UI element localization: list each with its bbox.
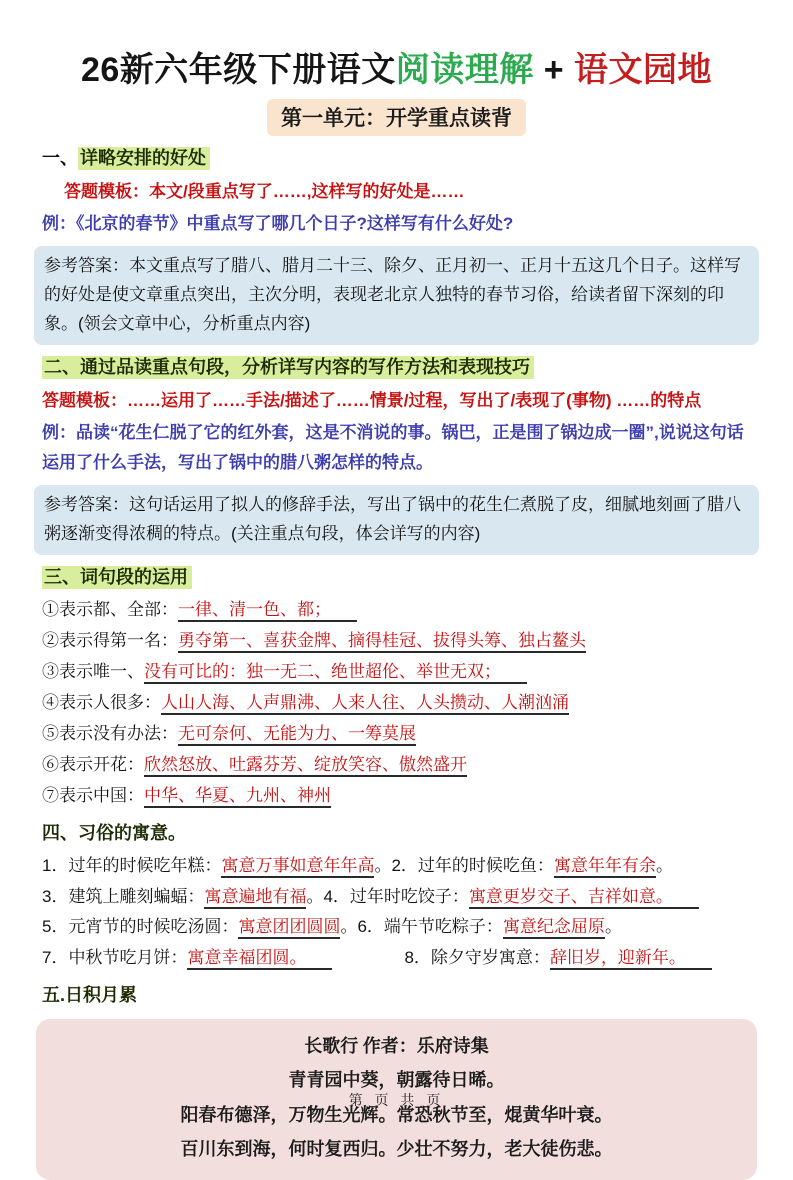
section-2-heading — [42, 354, 751, 382]
section-2-example: 例：品读“花生仁脱了它的红外套，这是不消说的事。锅巴，正是围了锅边成一圈”,说说这句话运用了什么手法，写出了锅中的腊八粥怎样的特点。 — [42, 423, 744, 473]
section-2-answer-template: 答题模板：……运用了……手法/描述了……情景/过程，写出了/表现了(事物) ……的特点 — [42, 391, 702, 411]
vocab-item — [42, 626, 751, 656]
vocab-item — [42, 688, 751, 718]
vocab-item — [42, 657, 751, 687]
custom-meaning: 寓意更岁交子、吉祥如意。 — [469, 887, 699, 909]
custom-meaning: 寓意遍地有福 — [204, 887, 306, 909]
section-1-reference-answer: 参考答案：本文重点写了腊八、腊月二十三、除夕、正月初一、正月十五这几个日子。这样写的好处是使文章重点突出，主次分明，表现老北京人独特的春节习俗，给读者留下深刻的印象。(领会文章中心，分析重点内容) — [34, 246, 759, 346]
custom-label: 3．建筑上雕刻蝙蝠： — [42, 886, 205, 906]
title-part-red: 语文园地 — [574, 51, 713, 89]
vocab-item-label: ①表示都、全部： — [42, 600, 178, 620]
page-title — [42, 42, 751, 91]
vocab-list — [42, 595, 751, 810]
custom-meaning: 寓意万事如意年年高 — [221, 856, 374, 878]
vocab-item-words: 没有可比的：独一无二、绝世超伦、举世无双； — [144, 662, 527, 684]
poem-title: 长歌行 作者：乐府诗集 — [304, 1036, 489, 1057]
custom-label: 。6．端午节吃粽子： — [340, 917, 503, 937]
custom-meaning: 寓意幸福团圆。 — [187, 948, 332, 970]
vocab-item-words: 人山人海、人声鼎沸、人来人往、人头攒动、人潮汹涌 — [161, 693, 569, 715]
vocab-item — [42, 781, 751, 811]
section-3-heading — [42, 564, 751, 592]
vocab-item-words: 欣然怒放、吐露芬芳、绽放笑容、傲然盛开 — [144, 755, 467, 777]
vocab-item-label: ②表示得第一名： — [42, 631, 178, 651]
title-part-green: 阅读理解 — [395, 51, 534, 89]
title-part-plus: + — [533, 51, 575, 89]
page-footer: 第 页 共 页 — [348, 1092, 445, 1108]
customs-row — [42, 912, 751, 942]
vocab-item-label: ⑥表示开花： — [42, 754, 144, 774]
title-part-black: 26新六年级下册语文 — [80, 51, 396, 89]
customs-row — [42, 851, 751, 881]
custom-label: 。 — [655, 855, 673, 875]
section-5-heading: 五.日积月累 — [42, 985, 138, 1006]
vocab-item-label: ⑦表示中国： — [42, 785, 144, 805]
custom-meaning: 寓意年年有余 — [554, 856, 656, 878]
section-1-example: 例：《北京的春节》中重点写了哪几个日子?这样写有什么好处? — [42, 213, 514, 233]
vocab-item-label: ③表示唯一、 — [42, 662, 144, 682]
custom-label: 8．除夕守岁寓意： — [404, 948, 550, 968]
vocab-item — [42, 719, 751, 749]
poem-line: 百川东到海，何时复西归。少壮不努力，老大徒伤悲。 — [180, 1138, 613, 1159]
custom-label: 。2．过年的时候吃鱼： — [374, 855, 554, 875]
vocab-item — [42, 750, 751, 780]
custom-label: 。 — [604, 917, 622, 937]
vocab-item-words: 无可奈何、无能为力、一筹莫展 — [178, 724, 416, 746]
section-1-heading — [42, 145, 751, 173]
poem-line: 青青园中葵，朝露待日晞。 — [288, 1070, 505, 1091]
vocab-item-words: 勇夺第一、喜获金牌、摘得桂冠、拔得头筹、独占鳌头 — [178, 631, 586, 653]
section-3-heading-text: 三、词句段的运用 — [42, 566, 192, 589]
poem-line: 阳春布德泽，万物生光辉。常恐秋节至，焜黄华叶衰。 — [180, 1104, 613, 1125]
custom-meaning: 辞旧岁，迎新年。 — [550, 948, 712, 970]
vocab-item-label: ④表示人很多： — [42, 693, 161, 713]
custom-label: 。4．过年时吃饺子： — [306, 886, 469, 906]
vocab-item-words: 中华、华夏、九州、神州 — [144, 786, 331, 808]
custom-label: 1．过年的时候吃年糕： — [42, 855, 222, 875]
section-2-heading-text: 二、通过品读重点句段，分析详写内容的写作方法和表现技巧 — [42, 356, 534, 379]
section-1-heading-text: 详略安排的好处 — [78, 147, 210, 170]
section-1-number: 一、 — [42, 148, 78, 168]
customs-row — [42, 882, 751, 912]
customs-row — [42, 943, 751, 973]
custom-meaning: 寓意团团圆圆 — [238, 917, 340, 939]
unit-banner-wrap — [42, 99, 751, 136]
custom-meaning: 寓意纪念屈原 — [503, 917, 605, 939]
vocab-item-words: 一律、清一色、都； — [178, 600, 357, 622]
section-2-reference-answer: 参考答案：这句话运用了拟人的修辞手法，写出了锅中的花生仁煮脱了皮，细腻地刻画了腊八粥逐渐变得浓稠的特点。(关注重点句段，体会详写的内容) — [34, 485, 759, 555]
custom-label: 7．中秋节吃月饼： — [42, 948, 188, 968]
section-1-answer-template: 答题模板：本文/段重点写了……,这样写的好处是…… — [64, 181, 465, 201]
customs-list — [42, 851, 751, 974]
custom-label: 5．元宵节的时候吃汤圆： — [42, 917, 239, 937]
vocab-item-label: ⑤表示没有办法： — [42, 724, 178, 743]
section-4-heading: 四、习俗的寓意。 — [42, 822, 186, 843]
vocab-item — [42, 595, 751, 625]
unit-banner: 第一单元：开学重点读背 — [267, 99, 526, 136]
